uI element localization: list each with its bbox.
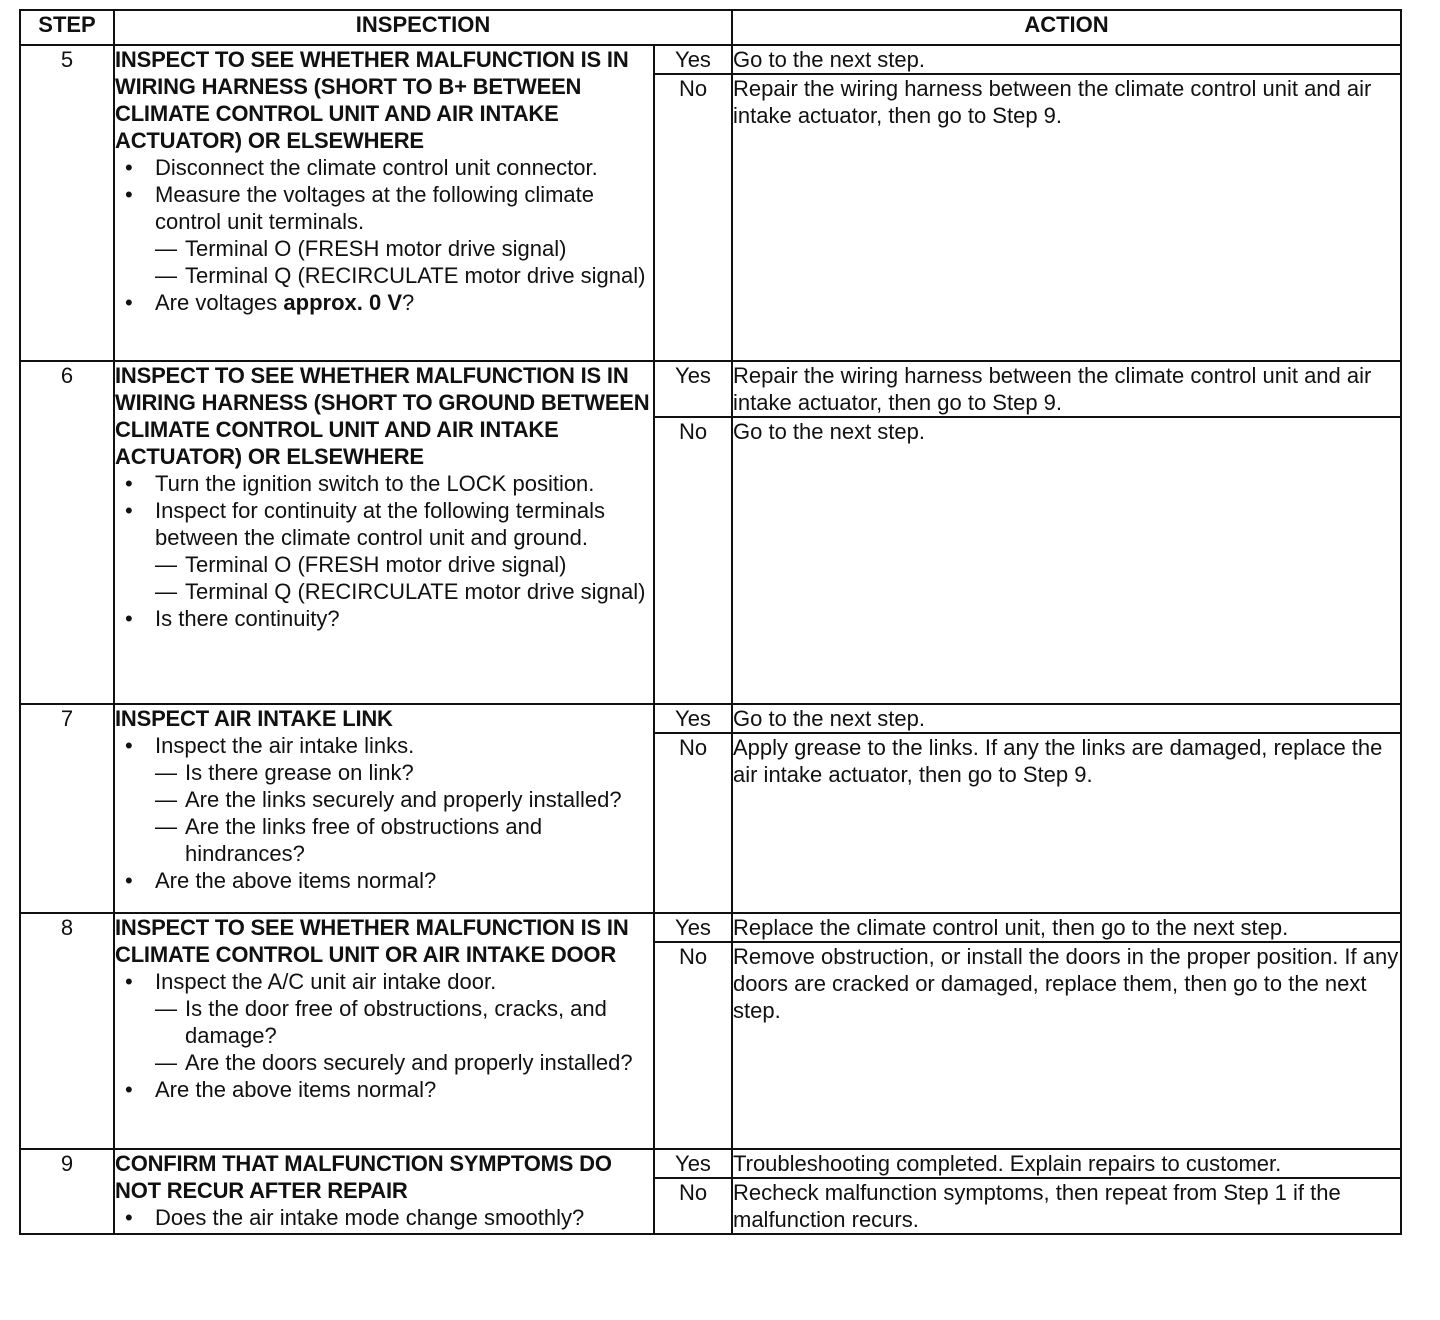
no-label: No — [654, 417, 732, 704]
step-inspection — [114, 1149, 654, 1234]
yes-label: Yes — [654, 45, 732, 74]
dash-item: — Is the door free of obstructions, cracks, and damage? — [155, 996, 607, 1048]
step-inspection — [114, 913, 654, 1149]
dash-item: — Terminal Q (RECIRCULATE motor drive signal) — [155, 579, 646, 604]
dash-item: — Is there grease on link? — [155, 760, 414, 785]
header-step: STEP — [20, 10, 114, 45]
step-6-yes-row — [20, 361, 1401, 417]
yes-label: Yes — [654, 704, 732, 733]
step-5-yes-row — [20, 45, 1401, 74]
bullet-item: • Inspect the A/C unit air intake door. — [115, 968, 653, 995]
bullet-item: • Does the air intake mode change smoothly? — [115, 1204, 653, 1231]
bullet-item: • Are voltages approx. 0 V? — [115, 289, 653, 316]
step-9-yes-row — [20, 1149, 1401, 1178]
step-title: INSPECT TO SEE WHETHER MALFUNCTION IS IN WIRING HARNESS (SHORT TO B+ BETWEEN CLIMATE CONTROL UNIT AND AIR INTAKE ACTUATOR) OR ELSEWHERE — [115, 47, 629, 153]
yes-action: Repair the wiring harness between the climate control unit and air intake actuator, then go to Step 9. — [732, 361, 1401, 417]
no-action: Recheck malfunction symptoms, then repeat from Step 1 if the malfunction recurs. — [732, 1178, 1401, 1234]
step-inspection — [114, 45, 654, 361]
dash-item: — Terminal O (FRESH motor drive signal) — [155, 552, 567, 577]
yes-action: Go to the next step. — [732, 45, 1401, 74]
step-7-yes-row — [20, 704, 1401, 733]
bullet-item: • Disconnect the climate control unit connector. — [115, 154, 653, 181]
step-number: 7 — [20, 704, 114, 913]
no-action: Remove obstruction, or install the doors in the proper position. If any doors are cracked or damaged, replace them, then go to the next step. — [732, 942, 1401, 1149]
no-action: Repair the wiring harness between the climate control unit and air intake actuator, then go to Step 9. — [732, 74, 1401, 361]
step-title: INSPECT AIR INTAKE LINK — [115, 706, 393, 731]
yes-action: Troubleshooting completed. Explain repairs to customer. — [732, 1149, 1401, 1178]
yes-action: Go to the next step. — [732, 704, 1401, 733]
step-inspection — [114, 704, 654, 913]
step-number: 5 — [20, 45, 114, 361]
troubleshooting-table — [19, 9, 1402, 1235]
bullet-item: • Is there continuity? — [115, 605, 653, 632]
step-title: INSPECT TO SEE WHETHER MALFUNCTION IS IN WIRING HARNESS (SHORT TO GROUND BETWEEN CLIMATE CONTROL UNIT AND AIR INTAKE ACTUATOR) OR ELSEWHERE — [115, 363, 650, 469]
no-action: Go to the next step. — [732, 417, 1401, 704]
bullet-item: • Measure the voltages at the following climate control unit terminals. — [115, 181, 653, 235]
bullet-item: • Inspect for continuity at the following terminals between the climate control unit and ground. — [115, 497, 653, 551]
bullet-item: • Are the above items normal? — [115, 1076, 653, 1103]
step-number: 6 — [20, 361, 114, 704]
no-label: No — [654, 74, 732, 361]
yes-label: Yes — [654, 361, 732, 417]
no-label: No — [654, 733, 732, 913]
yes-action: Replace the climate control unit, then go to the next step. — [732, 913, 1401, 942]
step-8-yes-row — [20, 913, 1401, 942]
no-label: No — [654, 1178, 732, 1234]
no-label: No — [654, 942, 732, 1149]
header-inspection: INSPECTION — [114, 10, 732, 45]
step-number: 8 — [20, 913, 114, 1149]
no-action: Apply grease to the links. If any the links are damaged, replace the air intake actuator, then go to Step 9. — [732, 733, 1401, 913]
bullet-item: • Turn the ignition switch to the LOCK position. — [115, 470, 653, 497]
dash-item: — Terminal Q (RECIRCULATE motor drive signal) — [155, 263, 646, 288]
yes-label: Yes — [654, 913, 732, 942]
header-action: ACTION — [732, 10, 1401, 45]
bullet-item: • Are the above items normal? — [115, 867, 653, 894]
step-number: 9 — [20, 1149, 114, 1234]
step-inspection — [114, 361, 654, 704]
yes-label: Yes — [654, 1149, 732, 1178]
header-row — [20, 10, 1401, 45]
dash-item: — Are the doors securely and properly installed? — [155, 1050, 633, 1075]
step-title: INSPECT TO SEE WHETHER MALFUNCTION IS IN CLIMATE CONTROL UNIT OR AIR INTAKE DOOR — [115, 915, 629, 967]
dash-item: — Terminal O (FRESH motor drive signal) — [155, 236, 567, 261]
bullet-item: • Inspect the air intake links. — [115, 732, 653, 759]
step-title: CONFIRM THAT MALFUNCTION SYMPTOMS DO NOT RECUR AFTER REPAIR — [115, 1151, 612, 1203]
dash-item: — Are the links securely and properly installed? — [155, 787, 622, 812]
dash-item: — Are the links free of obstructions and hindrances? — [155, 814, 543, 866]
